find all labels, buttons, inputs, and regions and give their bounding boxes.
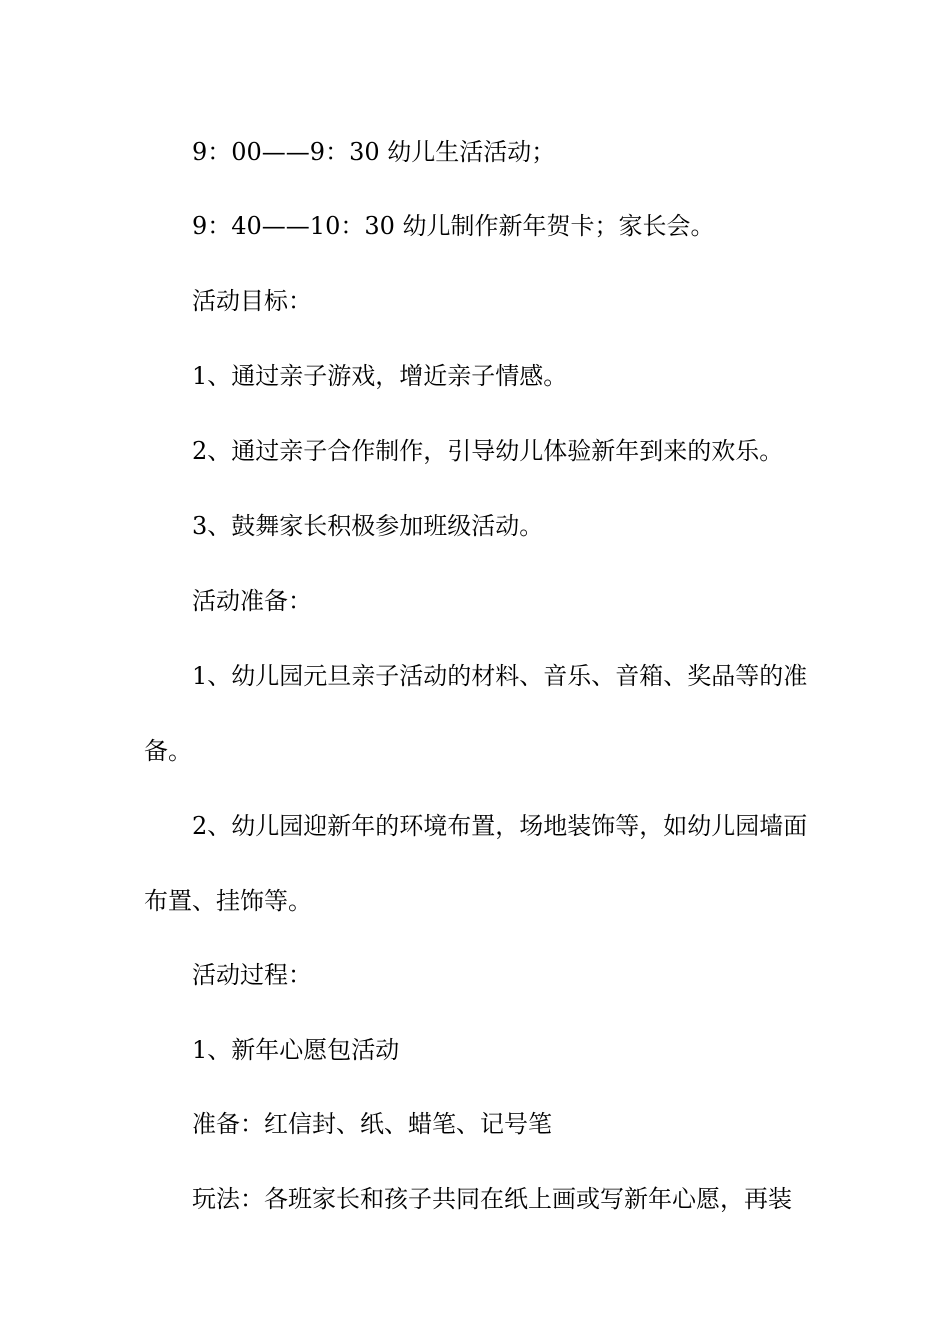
preparation-item-1-line-1: 1、幼儿园元旦亲子活动的材料、音乐、音箱、奖品等的准 <box>192 662 808 690</box>
heading-activity-process: 活动过程： <box>192 961 312 989</box>
goal-item-1: 1、通过亲子游戏，增近亲子情感。 <box>192 362 568 390</box>
process-item-1-gameplay: 玩法：各班家长和孩子共同在纸上画或写新年心愿，再装 <box>192 1185 792 1213</box>
schedule-line-2: 9：40——10：30 幼儿制作新年贺卡；家长会。 <box>192 212 715 240</box>
preparation-item-2-line-2: 布置、挂饰等。 <box>144 887 312 915</box>
heading-activity-preparation: 活动准备： <box>192 587 312 615</box>
process-item-1-preparation: 准备：红信封、纸、蜡笔、记号笔 <box>192 1110 552 1138</box>
preparation-item-1-line-2: 备。 <box>144 737 192 765</box>
goal-item-2: 2、通过亲子合作制作，引导幼儿体验新年到来的欢乐。 <box>192 437 784 465</box>
schedule-line-1: 9：00——9：30 幼儿生活活动； <box>192 138 556 166</box>
process-item-1: 1、新年心愿包活动 <box>192 1036 400 1064</box>
preparation-item-2-line-1: 2、幼儿园迎新年的环境布置，场地装饰等，如幼儿园墙面 <box>192 812 808 840</box>
goal-item-3: 3、鼓舞家长积极参加班级活动。 <box>192 512 544 540</box>
heading-activity-goals: 活动目标： <box>192 287 312 315</box>
